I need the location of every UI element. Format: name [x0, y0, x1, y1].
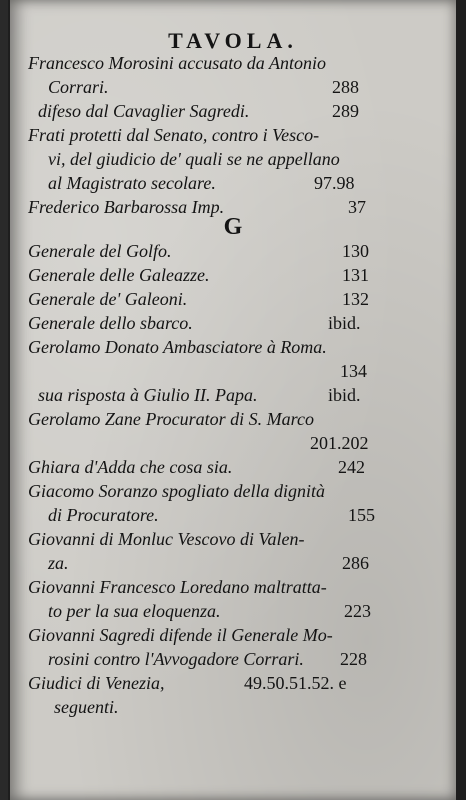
- index-entry: Giovanni di Monluc Vescovo di Valen-: [28, 529, 305, 549]
- book-gutter: [0, 0, 8, 800]
- index-entry: Francesco Morosini accusato da Antonio: [28, 53, 326, 73]
- page-number: 228: [340, 649, 367, 669]
- page-number: 201.202: [310, 433, 369, 453]
- page-number: 130: [342, 241, 369, 261]
- index-entry: Giovanni Sagredi difende il Generale Mo-: [28, 625, 333, 645]
- index-entry: Ghiara d'Adda che cosa sia.: [28, 457, 233, 477]
- page-number: 134: [340, 361, 367, 381]
- section-letter: G: [223, 214, 243, 240]
- index-entry: Generale del Golfo.: [28, 241, 172, 261]
- index-entry: Gerolamo Donato Ambasciatore à Roma.: [28, 337, 327, 357]
- index-entry: to per la sua eloquenza.: [48, 601, 221, 621]
- index-entry: Frati protetti dal Senato, contro i Vesco-: [28, 125, 320, 145]
- index-entry: Giovanni Francesco Loredano maltratta-: [28, 577, 327, 597]
- page-number: 289: [332, 101, 359, 121]
- page-number: 155: [348, 505, 375, 525]
- index-entry: Generale dello sbarco.: [28, 313, 193, 333]
- index-entry: difeso dal Cavaglier Sagredi.: [38, 101, 250, 121]
- page-number: 37: [348, 197, 366, 217]
- index-entry: Generale delle Galeazze.: [28, 265, 210, 285]
- index-entry: Giudici di Venezia,: [28, 673, 165, 693]
- index-entry: rosini contro l'Avvogadore Corrari.: [48, 649, 304, 669]
- index-entry: Giacomo Soranzo spogliato della dignità: [28, 481, 325, 501]
- page-header: TAVOLA.: [168, 28, 298, 53]
- page-number: ibid.: [328, 385, 361, 405]
- index-entry: Frederico Barbarossa Imp.: [28, 197, 225, 217]
- index-entry: al Magistrato secolare.: [48, 173, 216, 193]
- page-number: ibid.: [328, 313, 361, 333]
- index-entry: Gerolamo Zane Procurator di S. Marco: [28, 409, 314, 429]
- index-entry: di Procuratore.: [48, 505, 159, 525]
- page-number: 131: [342, 265, 369, 285]
- page-number: 223: [344, 601, 371, 621]
- index-entry: Corrari.: [48, 77, 109, 97]
- page-number: 97.98: [314, 173, 355, 193]
- page-number: 242: [338, 457, 365, 477]
- index-entry: vi, del giudicio de' quali se ne appellano: [48, 149, 340, 169]
- index-entry: seguenti.: [54, 697, 119, 717]
- book-page: [10, 0, 456, 800]
- page-number: 132: [342, 289, 369, 309]
- index-entry: sua risposta à Giulio II. Papa.: [38, 385, 258, 405]
- index-entry: za.: [48, 553, 69, 573]
- page-number: 49.50.51.52. e: [244, 673, 347, 693]
- page-number: 286: [342, 553, 369, 573]
- index-entry: Generale de' Galeoni.: [28, 289, 188, 309]
- page-number: 288: [332, 77, 359, 97]
